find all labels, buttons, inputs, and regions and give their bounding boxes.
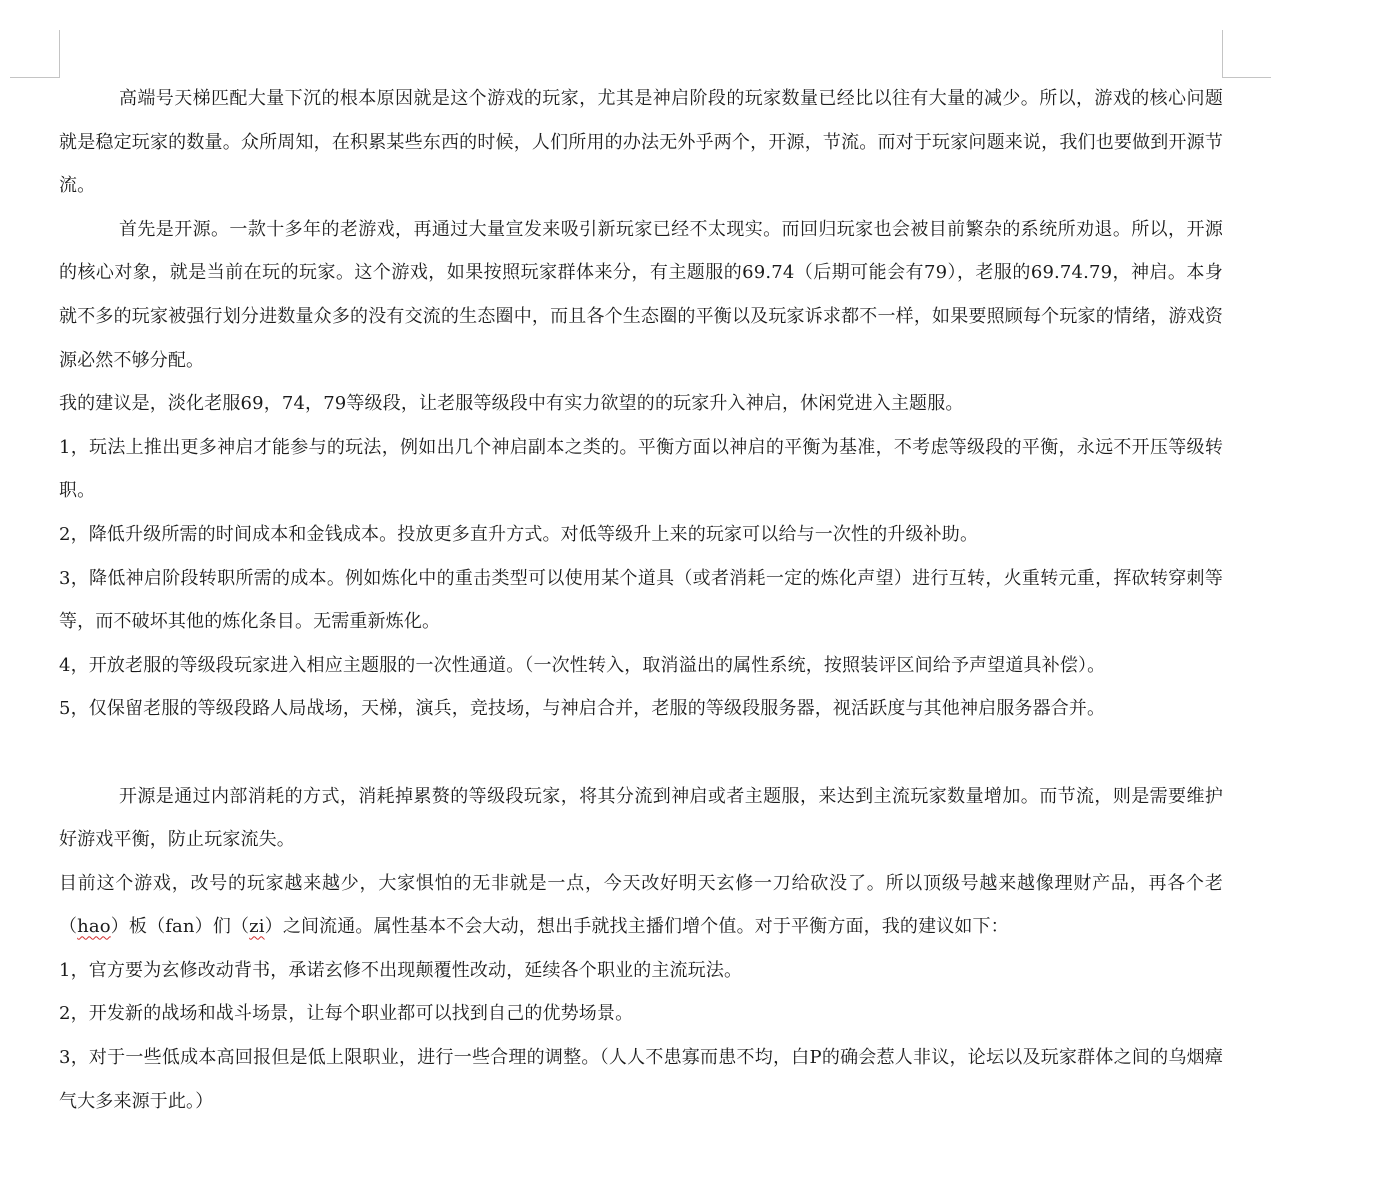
document-body[interactable] xyxy=(59,77,1223,1123)
text-segment: （ xyxy=(59,916,78,938)
page-corner-mark-top-left xyxy=(10,77,59,78)
paragraph-suggestion: 我的建议是，淡化老服69，74，79等级段，让老服等级段中有实力欲望的的玩家升入神启，休闲党进入主题服。 xyxy=(59,393,964,415)
text-word-fan: fan xyxy=(165,916,195,938)
paragraph-balance-start: 目前这个游戏，改号的玩家越来越少，大家惧怕的无非就是一点，今天改好明天玄修一刀给砍没了。所以顶级号越来越像理财产品，再各个老 xyxy=(59,872,1223,894)
page-corner-mark-top-right-vertical xyxy=(1222,30,1223,78)
spellcheck-word-zi[interactable]: zi xyxy=(249,916,265,938)
list-item-5: 5，仅保留老服的等级段路人局战场，天梯，演兵，竞技场，与神启合并，老服的等级段服务器，视活跃度与其他神启服务器合并。 xyxy=(59,698,1106,720)
list-item-1: 1，玩法上推出更多神启才能参与的玩法，例如出几个神启副本之类的。平衡方面以神启的平衡为基准，不考虑等级段的平衡，永远不开压等级转职。 xyxy=(59,436,1223,502)
page-corner-mark-top-right xyxy=(1222,77,1271,78)
balance-item-3: 3，对于一些低成本高回报但是低上限职业，进行一些合理的调整。（人人不患寡而患不均，白P的确会惹人非议，论坛以及玩家群体之间的乌烟瘴气大多来源于此。） xyxy=(59,1047,1223,1112)
text-segment: ）板（ xyxy=(110,916,166,938)
empty-paragraph xyxy=(59,731,1223,775)
list-item-2: 2，降低升级所需的时间成本和金钱成本。投放更多直升方式。对低等级升上来的玩家可以给与一次性的升级补助。 xyxy=(59,523,979,545)
paragraph-open-source: 首先是开源。一款十多年的老游戏，再通过大量宣发来吸引新玩家已经不太现实。而回归玩家也会被目前繁杂的系统所劝退。所以，开源的核心对象，就是当前在玩的玩家。这个游戏，如果按照玩家群体来分，有主题服的69.74（后期可能会有79），老服的69.74.79，神启。本身就不多的玩家被强行划分进数量众多的没有交流的生态圈中，而且各个生态圈的平衡以及玩家诉求都不一样，如果要照顾每个玩家的情绪，游戏资源必然不够分配。 xyxy=(59,218,1223,371)
paragraph-intro: 高端号天梯匹配大量下沉的根本原因就是这个游戏的玩家，尤其是神启阶段的玩家数量已经比以往有大量的减少。所以，游戏的核心问题就是稳定玩家的数量。众所周知，在积累某些东西的时候，人们所用的办法无外乎两个，开源，节流。而对于玩家问题来说，我们也要做到开源节流。 xyxy=(59,88,1223,197)
page-corner-mark-top-left-vertical xyxy=(59,30,60,78)
paragraph-balance xyxy=(59,862,1223,949)
list-item-4: 4，开放老服的等级段玩家进入相应主题服的一次性通道。（一次性转入，取消溢出的属性系统，按照装评区间给予声望道具补偿）。 xyxy=(59,654,1106,676)
balance-item-2: 2，开发新的战场和战斗场景，让每个职业都可以找到自己的优势场景。 xyxy=(59,1003,634,1025)
list-item-3: 3，降低神启阶段转职所需的成本。例如炼化中的重击类型可以使用某个道具（或者消耗一定的炼化声望）进行互转，火重转元重，挥砍转穿刺等等，而不破坏其他的炼化条目。无需重新炼化。 xyxy=(59,567,1223,633)
spellcheck-word-hao[interactable]: hao xyxy=(77,916,111,938)
paragraph-summary: 开源是通过内部消耗的方式，消耗掉累赘的等级段玩家，将其分流到神启或者主题服，来达到主流玩家数量增加。而节流，则是需要维护好游戏平衡，防止玩家流失。 xyxy=(59,785,1223,851)
text-segment: ）之间流通。属性基本不会大动，想出手就找主播们增个值。对于平衡方面，我的建议如下： xyxy=(264,916,1009,938)
balance-item-1: 1，官方要为玄修改动背书，承诺玄修不出现颠覆性改动，延续各个职业的主流玩法。 xyxy=(59,959,743,981)
text-segment: ）们（ xyxy=(194,916,250,938)
